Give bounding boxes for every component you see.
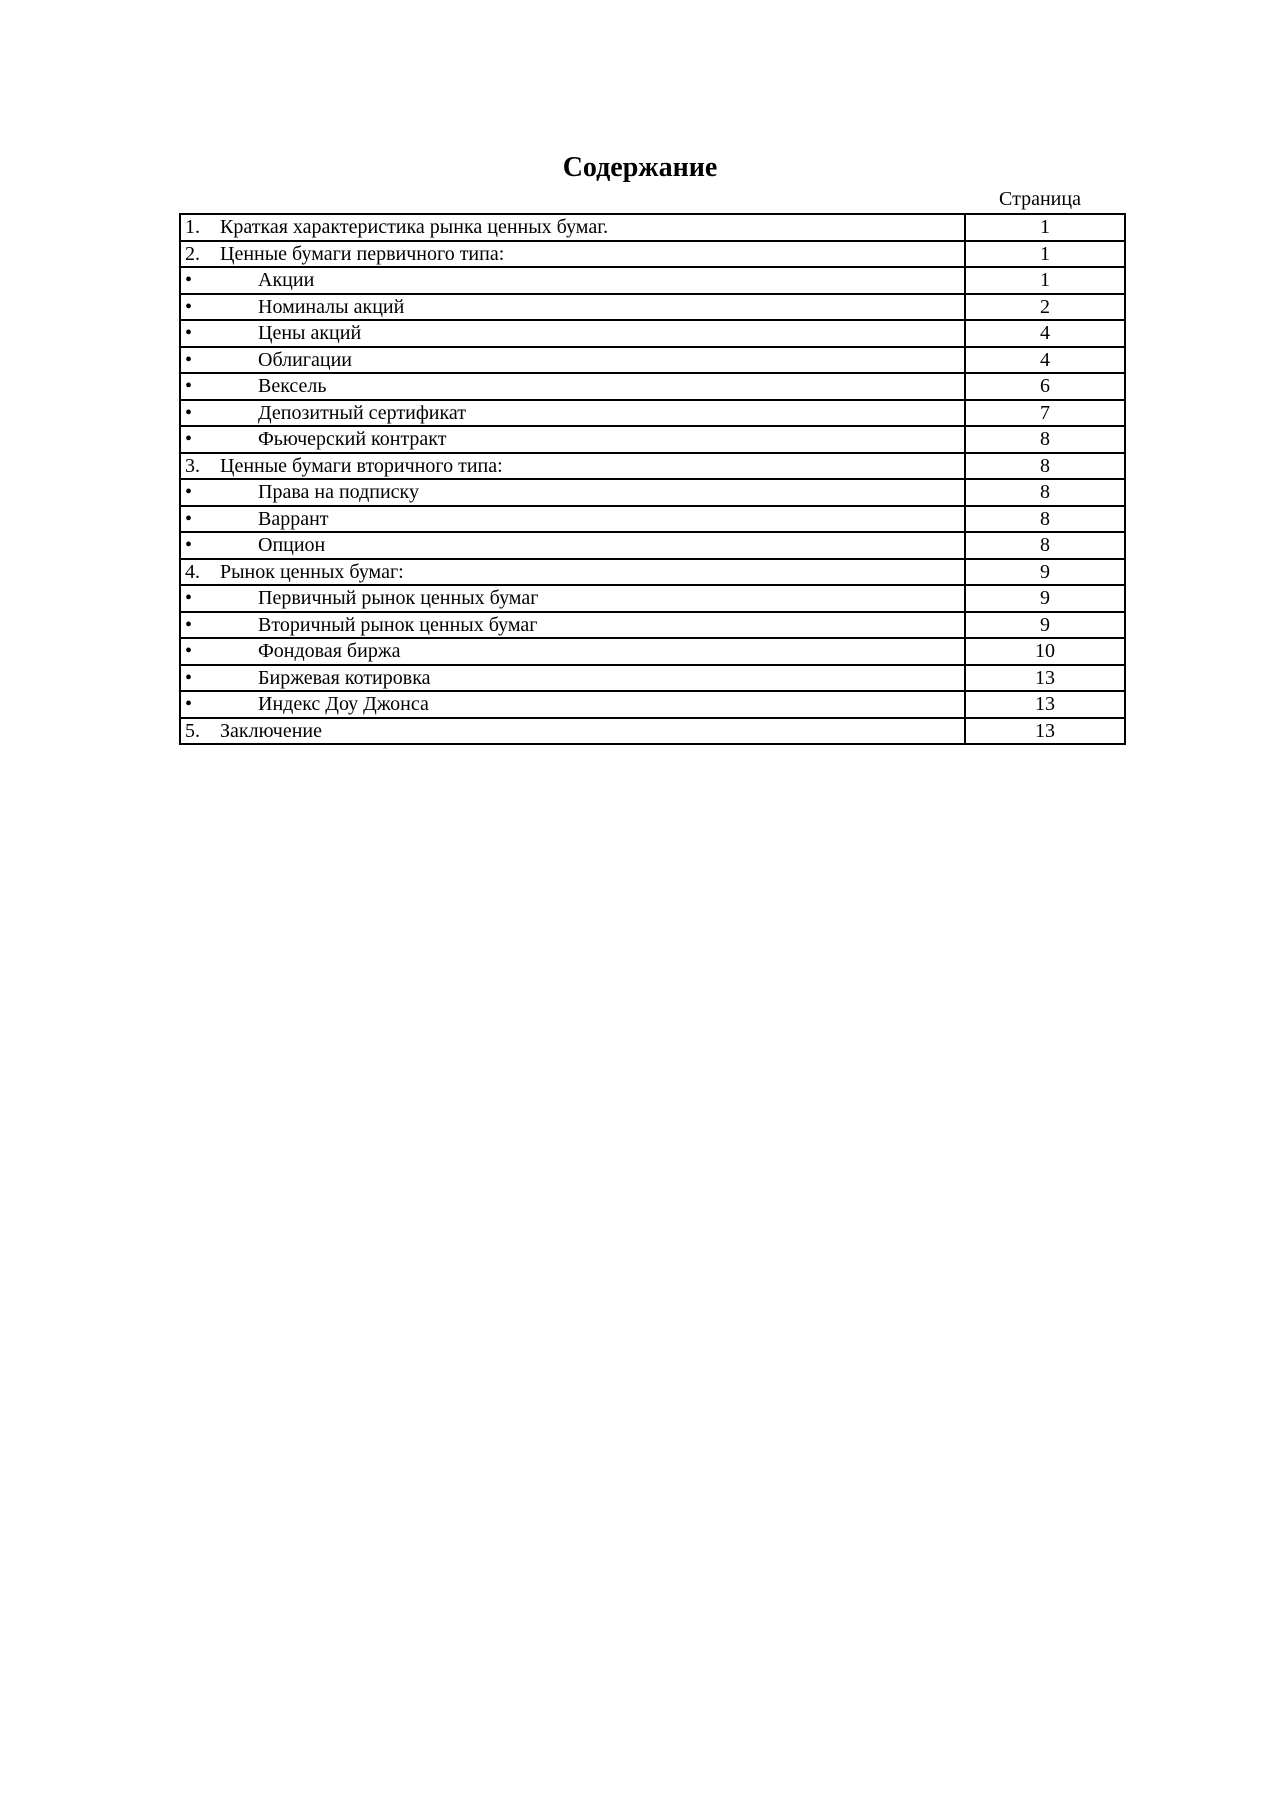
toc-entry-title: Права на подписку — [258, 481, 419, 504]
bullet-marker: • — [185, 613, 193, 636]
toc-entry-title: Заключение — [220, 719, 322, 742]
toc-entry-title: Акции — [258, 269, 315, 292]
toc-entry-title: Номиналы акций — [258, 295, 405, 318]
toc-page-number: 2 — [965, 294, 1125, 321]
toc-page-number: 1 — [965, 241, 1125, 268]
toc-entry-title: Депозитный сертификат — [258, 401, 467, 424]
toc-page-number: 8 — [965, 426, 1125, 453]
toc-row — [180, 585, 1125, 612]
toc-entry-cell — [180, 320, 965, 347]
toc-entry-cell — [180, 612, 965, 639]
toc-entry-title: Облигации — [258, 348, 352, 371]
toc-entry-cell — [180, 294, 965, 321]
section-number: 2. — [185, 242, 200, 265]
toc-page-number: 13 — [965, 691, 1125, 718]
toc-entry-cell — [180, 665, 965, 692]
toc-entry-cell — [180, 453, 965, 480]
toc-row — [180, 453, 1125, 480]
toc-page-number: 9 — [965, 559, 1125, 586]
toc-entry-cell — [180, 718, 965, 745]
toc-row — [180, 532, 1125, 559]
toc-row — [180, 294, 1125, 321]
toc-entry-title: Вексель — [258, 375, 327, 398]
toc-entry-title: Ценные бумаги первичного типа: — [220, 242, 505, 265]
toc-row — [180, 665, 1125, 692]
toc-row — [180, 426, 1125, 453]
toc-row — [180, 347, 1125, 374]
toc-entry-title: Фьючерский контракт — [258, 428, 447, 451]
toc-entry-cell — [180, 347, 965, 374]
toc-page-number: 7 — [965, 400, 1125, 427]
bullet-marker: • — [185, 295, 193, 318]
section-number: 1. — [185, 216, 200, 239]
toc-page-number: 1 — [965, 214, 1125, 241]
toc-page-number: 4 — [965, 320, 1125, 347]
toc-entry-cell — [180, 559, 965, 586]
toc-entry-cell — [180, 267, 965, 294]
toc-entry-cell — [180, 691, 965, 718]
bullet-marker: • — [185, 693, 193, 716]
toc-entry-title: Индекс Доу Джонса — [258, 693, 429, 716]
toc-page-number: 9 — [965, 585, 1125, 612]
toc-entry-cell — [180, 506, 965, 533]
toc-entry-title: Ценные бумаги вторичного типа: — [220, 454, 503, 477]
bullet-marker: • — [185, 507, 193, 530]
toc-entry-title: Цены акций — [258, 322, 362, 345]
toc-entry-title: Краткая характеристика рынка ценных бумаг. — [220, 216, 609, 239]
bullet-marker: • — [185, 269, 193, 292]
toc-row — [180, 214, 1125, 241]
toc-entry-title: Опцион — [258, 534, 326, 557]
toc-entry-title: Фондовая биржа — [258, 640, 401, 663]
bullet-marker: • — [185, 481, 193, 504]
toc-page-number: 1 — [965, 267, 1125, 294]
toc-page-number: 8 — [965, 532, 1125, 559]
toc-row — [180, 691, 1125, 718]
toc-page-number: 9 — [965, 612, 1125, 639]
toc-entry-cell — [180, 479, 965, 506]
toc-page-number: 8 — [965, 479, 1125, 506]
toc-row — [180, 638, 1125, 665]
toc-entry-cell — [180, 400, 965, 427]
toc-row — [180, 241, 1125, 268]
toc-page-number: 4 — [965, 347, 1125, 374]
toc-row — [180, 559, 1125, 586]
toc-entry-title: Биржевая котировка — [258, 666, 431, 689]
bullet-marker: • — [185, 587, 193, 610]
toc-page-number: 8 — [965, 506, 1125, 533]
toc-row — [180, 320, 1125, 347]
toc-entry-cell — [180, 638, 965, 665]
section-number: 5. — [185, 719, 200, 742]
toc-row — [180, 718, 1125, 745]
toc-entry-title: Первичный рынок ценных бумаг — [258, 587, 539, 610]
bullet-marker: • — [185, 375, 193, 398]
section-number: 3. — [185, 454, 200, 477]
bullet-marker: • — [185, 348, 193, 371]
toc-entry-cell — [180, 532, 965, 559]
bullet-marker: • — [185, 428, 193, 451]
bullet-marker: • — [185, 401, 193, 424]
bullet-marker: • — [185, 640, 193, 663]
bullet-marker: • — [185, 534, 193, 557]
toc-row — [180, 373, 1125, 400]
toc-row — [180, 479, 1125, 506]
page-column-header: Страница — [999, 188, 1081, 210]
toc-page-number: 6 — [965, 373, 1125, 400]
toc-page-number: 13 — [965, 718, 1125, 745]
toc-page-number: 13 — [965, 665, 1125, 692]
bullet-marker: • — [185, 666, 193, 689]
toc-entry-title: Рынок ценных бумаг: — [220, 560, 404, 583]
toc-entry-cell — [180, 241, 965, 268]
table-of-contents — [179, 213, 1126, 745]
toc-entry-cell — [180, 426, 965, 453]
toc-body — [180, 214, 1125, 744]
toc-entry-cell — [180, 585, 965, 612]
toc-row — [180, 400, 1125, 427]
toc-page-number: 8 — [965, 453, 1125, 480]
section-number: 4. — [185, 560, 200, 583]
toc-entry-title: Вторичный рынок ценных бумаг — [258, 613, 538, 636]
toc-row — [180, 612, 1125, 639]
bullet-marker: • — [185, 322, 193, 345]
toc-page-number: 10 — [965, 638, 1125, 665]
toc-row — [180, 267, 1125, 294]
toc-entry-cell — [180, 373, 965, 400]
toc-entry-cell — [180, 214, 965, 241]
page-title: Содержание — [562, 152, 718, 183]
toc-entry-title: Варрант — [258, 507, 329, 530]
toc-row — [180, 506, 1125, 533]
